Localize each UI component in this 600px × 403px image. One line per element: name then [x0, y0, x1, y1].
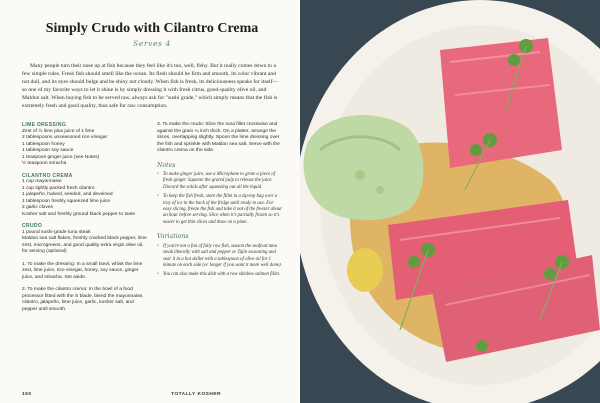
ingredient-item: Zest of ½ lime plus juice of 1 lime [22, 128, 95, 134]
recipe-step: 1. To make the dressing: In a small bowl, whisk the lime zest, lime juice, rice vinegar, honey, soy sauce, ginger juice, and sriracha. Set aside. [22, 261, 143, 280]
note-item: • To make ginger juice, use a Microplane to grate a piece of fresh ginger. Squeeze the grated pulp to release the juice. Discard the solids after squeezing out all the liquid. [157, 172, 282, 191]
ingredient-item: 1 pound sushi-grade tuna steak [22, 229, 91, 235]
lime-dressing-list [22, 129, 147, 168]
ingredient-item: 1 cup mayonnaise [22, 179, 62, 184]
ingredient-item: 2 garlic cloves [22, 205, 53, 210]
variation-item: • You can also make this dish with a raw skinless salmon fillet. [157, 272, 282, 278]
notes-heading: Notes [157, 161, 176, 169]
book-title: TOTALLY KOSHER [171, 392, 222, 397]
ingredient-item: 1 tablespoon honey [22, 141, 65, 147]
recipe-intro: Many people turn their nose up at fish because they feel like it's too, well, fishy. But it really comes down to a few simple rules. Fresh fish should smell like the ocean. Its flesh should be firm and smooth, its color vibrant and not dull, and its eyes should bulge and be shiny not cloudy. When fish is fresh, its deliciousness speaks for itself—so one of my favorite ways to let it shine is by simply dressing it with fresh citrus, good-quality olive oil, and Maldon salt. When buying fish to be served raw, always ask for "sushi grade," which simply means that the fish is extremely fresh and good quality, thus safe for raw consumption. [22, 63, 279, 109]
recipe-step: 2. To make the cilantro crema: In the bowl of a food processor fitted with the S blade, blend the mayonnaise, cilantro, jalapeño, lime juice, garlic, kosher salt, and pepper until smooth. [22, 287, 144, 312]
lime-zest [347, 248, 383, 292]
tuna-slice [440, 38, 562, 168]
variations-heading: Variations [157, 233, 189, 241]
ingredient-item: 1 tablespoon freshly squeezed lime juice [22, 198, 111, 204]
lime-dressing-heading: LIME DRESSING [22, 122, 67, 128]
ingredient-item: 1 cup tightly packed fresh cilantro [22, 185, 95, 191]
recipe-title: Simply Crudo with Cilantro Crema [45, 21, 259, 36]
page-number: 150 [22, 392, 32, 397]
dish-photo [300, 0, 600, 403]
cilantro-crema [304, 115, 424, 220]
ingredient-item: ½ teaspoon sriracha [22, 161, 67, 166]
ingredient-item: 1 tablespoon soy sauce [22, 148, 74, 153]
ingredient-item: 1 jalapeño, halved, seeded, and deveined [22, 192, 113, 197]
cilantro-crema-heading: CILANTRO CREMA [22, 172, 73, 179]
crudo-list [22, 230, 147, 256]
crudo-plate-illustration [300, 0, 600, 403]
variation-item: • If you're not a fan of fully raw fish, season the seafood tuna steak liberally with salt and pepper or Tajin seasoning and sear it in a hot skillet with a tablespoon of olive oil for 1 minute on each side (or longer if you want it more well done). [157, 244, 282, 270]
cilantro-crema-list [22, 179, 147, 218]
ingredients-column [22, 122, 147, 313]
crudo-heading: CRUDO [22, 223, 43, 229]
ingredient-item: 1 teaspoon ginger juice (see Notes) [22, 154, 100, 160]
serves-label: Serves 4 [133, 39, 171, 48]
recipe-columns [22, 122, 282, 313]
ingredient-item: Maldon sea salt flakes, freshly cracked black pepper, lime zest, microgreens, and good quality extra virgin olive oil, for serving (optional) [22, 236, 147, 254]
ingredient-item: Kosher salt and freshly ground black pepper to taste [22, 211, 136, 217]
recipe-step: 3. To make the crudo: Slice the tuna fillet crosswise and against the grain ¼ inch thick. On a platter, arrange the slices, overlapping slightly. Spoon the lime dressing over the fish and sprinkle with Maldon sea salt. Serve with the cilantro crema on the side. [157, 122, 280, 153]
notes-list [157, 172, 282, 226]
ingredient-item: 2 tablespoons unseasoned rice vinegar [22, 135, 108, 140]
method-column [157, 122, 282, 313]
variations-list [157, 244, 282, 279]
note-item: • To keep the fish fresh, store the fillet in a zip-top bag over a tray of ice in the back of the fridge until ready to use. For easy slicing, freeze the fish and take it out of the freezer about an hour before serving. Slice when it's partially frozen so it's easier to get thin slices and thaw on a plate. [157, 194, 282, 226]
